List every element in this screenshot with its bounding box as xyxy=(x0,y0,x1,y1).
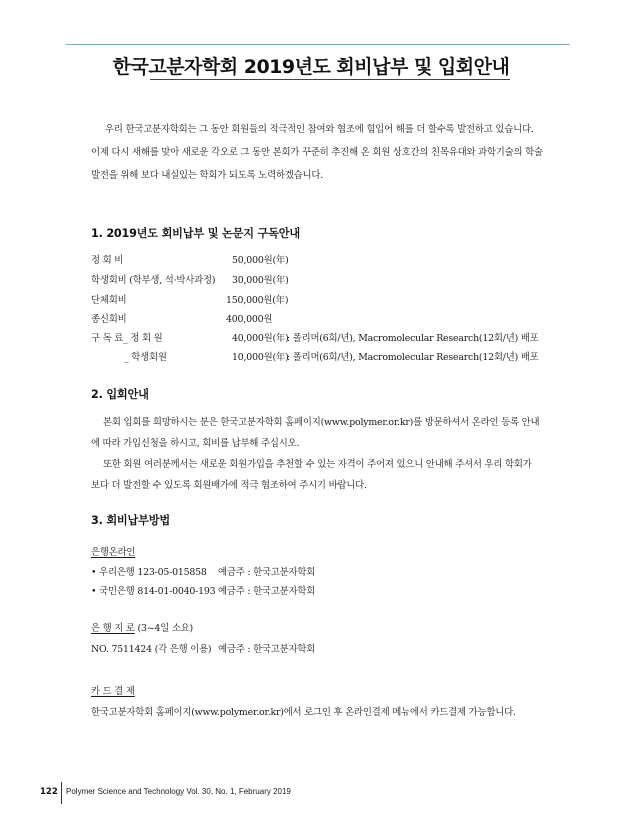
fee-label: _ 학생회원 xyxy=(124,352,167,363)
fee-note: : 폴리머(6회/년), Macromolecular Research(12회/년) 배포 xyxy=(287,352,539,363)
section1-heading: 1. 2019년도 회비납부 및 논문지 구독안내 xyxy=(91,227,300,240)
giro-number: NO. 7511424 (각 은행 이용) xyxy=(91,644,212,655)
page-title: 한국고분자학회 2019년도 회비납부 및 입회안내 xyxy=(112,56,510,78)
account-holder: 예금주 : 한국고분자학회 xyxy=(218,586,316,597)
fee-amount: 10,000원(年) xyxy=(232,352,289,363)
fee-amount: 400,000원 xyxy=(226,314,273,325)
section2-heading: 2. 입회안내 xyxy=(91,388,149,401)
card-text: 한국고분자학회 홈페이지(www.polymer.or.kr)에서 로그인 후 온라인결제 메뉴에서 카드결제 가능합니다. xyxy=(91,707,516,718)
footer-divider xyxy=(61,782,62,804)
giro-holder: 예금주 : 한국고분자학회 xyxy=(218,644,316,655)
account-bank: • 우리은행 123-05-015858 xyxy=(91,567,207,578)
fee-label: 정 회 비 xyxy=(91,255,124,266)
fee-label: 구 독 료_ 정 회 원 xyxy=(91,333,163,344)
fee-amount: 50,000원(年) xyxy=(232,255,289,266)
giro-title: 은 행 지 로 xyxy=(91,623,135,634)
journal-citation: Polymer Science and Technology Vol. 30, No. 1, February 2019 xyxy=(66,787,291,796)
section3-heading: 3. 회비납부방법 xyxy=(91,514,170,527)
account-bank: • 국민은행 814-01-0040-193 xyxy=(91,586,216,597)
card-title: 카 드 결 제 xyxy=(91,686,135,697)
referral-paragraph: 또한 회원 여러분께서는 새로운 회원가입을 추천할 수 있는 자격이 주어져 있으니 안내해 주셔서 우리 학회가 보다 더 발전할 수 있도록 회원배가에 적극 협조하여 주시기 바랍니다. xyxy=(91,459,532,491)
top-rule xyxy=(66,44,570,45)
fee-amount: 150,000원(年) xyxy=(226,295,289,306)
enrollment-paragraph: 본회 입회를 희망하시는 분은 한국고분자학회 홈페이지(www.polymer.or.kr)를 방문하셔서 온라인 등록 안내에 따라 가입신청을 하시고, 회비를 납부해 주십시오. xyxy=(91,417,540,449)
fee-amount: 30,000원(年) xyxy=(232,275,289,286)
fee-label: 학생회비 (학부생, 석·박사과정) xyxy=(91,275,216,286)
fee-note: : 폴리머(6회/년), Macromolecular Research(12회/년) 배포 xyxy=(287,333,539,344)
title-underline xyxy=(150,79,510,80)
page-number: 122 xyxy=(40,787,58,797)
bank-online-title: 은행온라인 xyxy=(91,547,136,558)
fee-label: 단체회비 xyxy=(91,295,127,306)
fee-label: 종신회비 xyxy=(91,314,127,325)
giro-duration: (3~4일 소요) xyxy=(137,623,193,634)
giro-heading xyxy=(91,620,193,634)
intro-paragraph: 우리 한국고분자학회는 그 동안 회원들의 적극적인 참여와 협조에 힘입어 해를 더 할수록 발전하고 있습니다. 이제 다시 새해를 맞아 새로운 각오로 그 동안 본회가 꾸준히 추진해 온 회원 상호간의 친목유대와 과학기술의 학술발전을 위해 보다 내실있는 학회가 되도록 노력하겠습니다. xyxy=(91,124,543,181)
fee-amount: 40,000원(年) xyxy=(232,333,289,344)
account-holder: 예금주 : 한국고분자학회 xyxy=(218,567,316,578)
